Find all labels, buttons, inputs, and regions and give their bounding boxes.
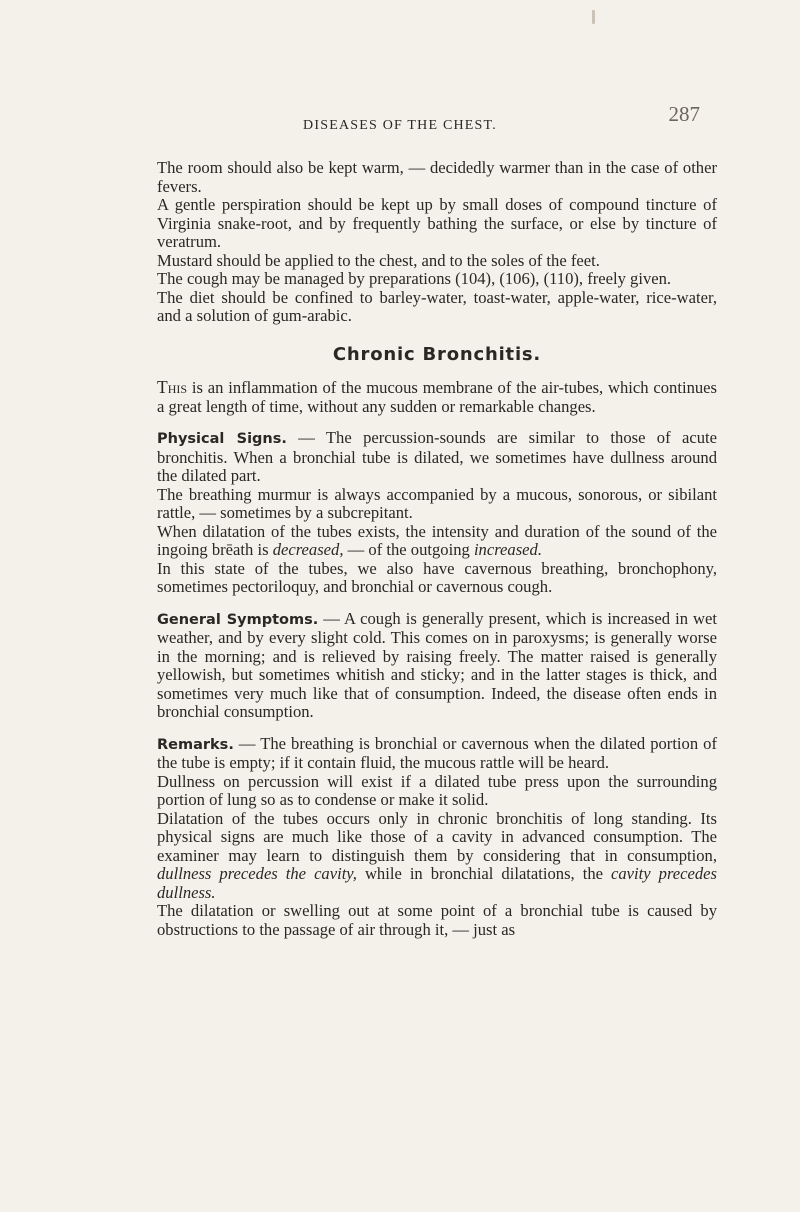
paragraph-text: — of the outgoing: [343, 540, 474, 559]
paragraph-text: When dilatation of the tubes exists, the intensity and duration of the sound of the ingoing brēath is: [157, 521, 717, 559]
paragraph: Dullness on percussion will exist if a dilated tube press upon the surrounding portion of lung so as to condense or make it solid.: [157, 771, 717, 809]
paragraph: The dilatation or swelling out at some point of a bronchial tube is caused by obstructions to the passage of air through it, — just as: [157, 901, 717, 939]
paragraph: The breathing murmur is always accompanied by a mucous, sonorous, or sibilant rattle, — sometimes by a subcrepitant.: [157, 484, 717, 522]
paragraph-text: while in bronchial dilatations, the: [356, 864, 612, 883]
subheading-physical-signs: Physical Signs.: [157, 431, 287, 447]
paper-speck: [592, 10, 595, 24]
page-body: [157, 159, 717, 939]
paragraph: The cough may be managed by preparations (104), (106), (110), freely given.: [157, 269, 672, 288]
paragraph: [157, 810, 717, 903]
paragraph-text: — The percussion-sounds are similar to those of acute bronchitis. When a bronchial tube is dilated, we sometimes have dullness around the dilated part.: [157, 428, 718, 485]
paragraph: [157, 378, 717, 416]
running-head-title: DISEASES OF THE CHEST.: [303, 118, 497, 133]
page-number: 287: [668, 102, 700, 126]
paragraph: [157, 735, 717, 773]
paragraph: [157, 610, 717, 722]
paragraph-text: — The breathing is bronchial or cavernous when the dilated portion of the tube is empty; if it contain fluid, the mucous rattle will be heard.: [157, 733, 717, 772]
emphasis: cavity precedes dullness.: [157, 864, 717, 902]
subheading-remarks: Remarks.: [157, 736, 234, 753]
paragraph: The diet should be confined to barley-water, toast-water, apple-water, rice-water, and a solution of gum-arabic.: [157, 287, 717, 325]
section-heading: Chronic Bronchitis.: [332, 343, 542, 365]
emphasis: dullness precedes the cavity,: [157, 864, 357, 883]
paragraph: Mustard should be applied to the chest, and to the soles of the feet.: [157, 250, 600, 270]
emphasis: increased.: [473, 540, 542, 559]
paragraph: [157, 429, 717, 486]
running-head: [0, 90, 800, 133]
lead-word: This: [157, 377, 188, 397]
emphasis: decreased,: [272, 540, 344, 559]
paragraph-text: is an inflammation of the mucous membrane of the air-tubes, which continues a great length of time, without any sudden or remarkable changes.: [157, 378, 717, 416]
paragraph-text: Dilatation of the tubes occurs only in chronic bronchitis of long standing. Its physical signs are much like those of a cavity in advanced consumption. The examiner may learn to distinguish them by considering that in consumption,: [157, 808, 717, 865]
paragraph: The room should also be kept warm, — decidedly warmer than in the case of other fevers.: [157, 158, 717, 196]
paragraph: In this state of the tubes, we also have cavernous breathing, bronchophony, sometimes pectoriloquy, and bronchial or cavernous cough.: [157, 558, 717, 596]
paragraph: [157, 523, 717, 560]
paragraph-text: — A cough is generally present, which is increased in wet weather, and by every slight cold. This comes on in paroxysms; is generally worse in the morning; and is relieved by raising freely. The matter raised is generally yellowish, but sometimes whitish and sticky; and in the latter stages is thick, and sometimes very much like that of consumption. Indeed, the disease often ends in bronchial consumption.: [157, 608, 717, 721]
subheading-general-symptoms: General Symptoms.: [157, 611, 319, 628]
paragraph: A gentle perspiration should be kept up by small doses of compound tincture of Virginia snake-root, and by frequently bathing the surface, or else by tincture of veratrum.: [157, 195, 717, 251]
